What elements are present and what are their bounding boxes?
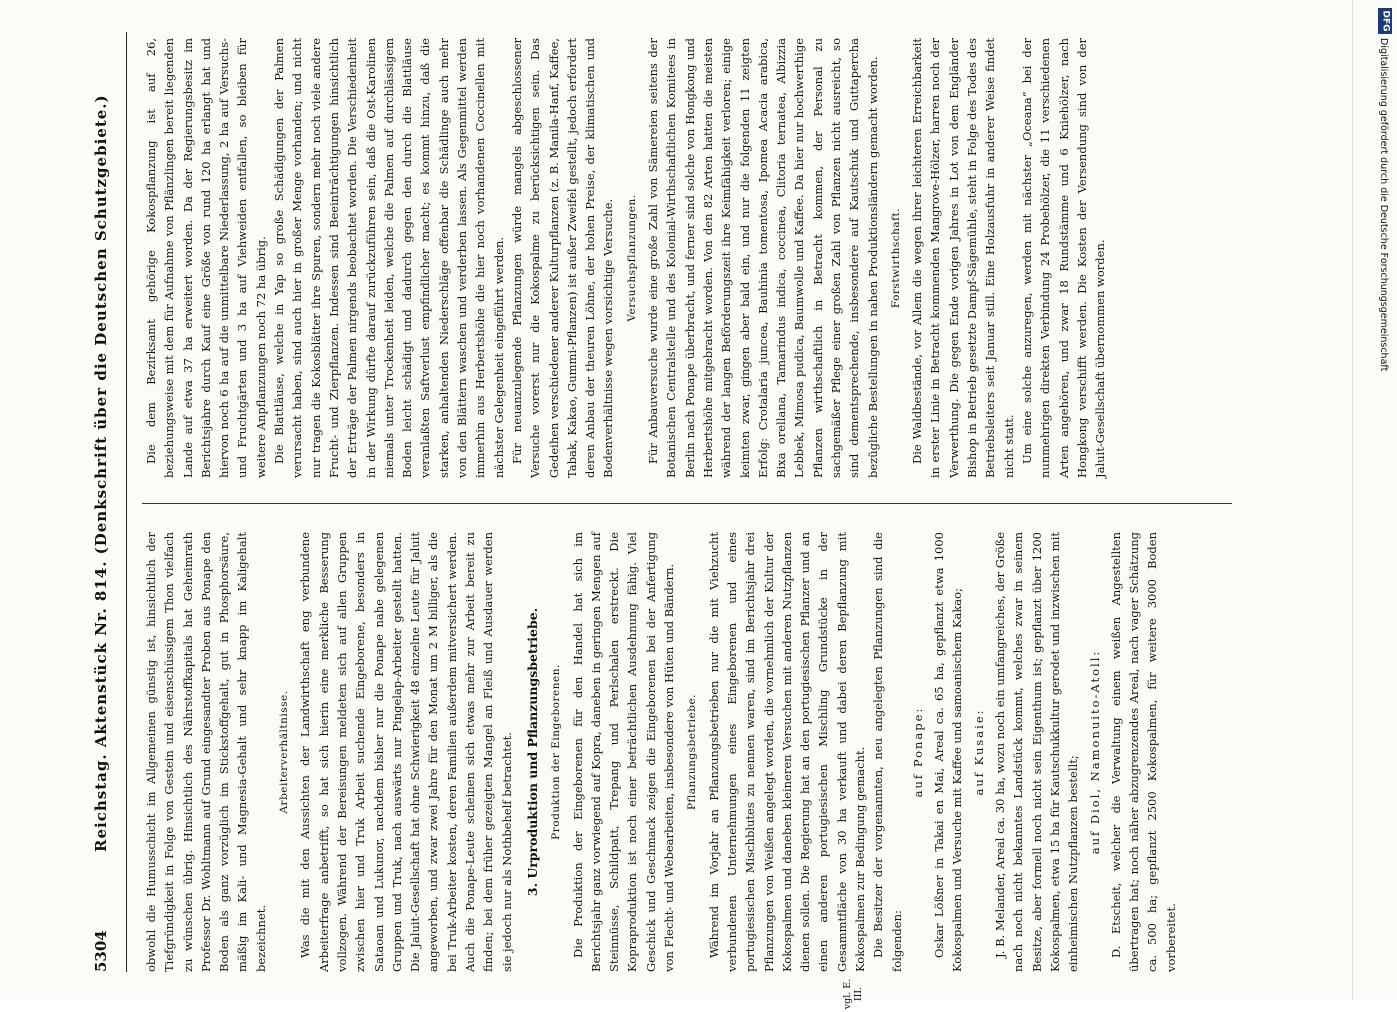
subheading: Pflanzungsbetriebe.: [686, 693, 699, 811]
paragraph: D. Etscheit, welcher die Verwaltung einem weißen Angestellten übertragen hat; noch näher abzugrenzendes Areal, nach vager Schätzung ca. 500 ha; gepflanzt 2500 Kokospalmen, für weitere 3000 Boden vorbereitet.: [1108, 532, 1178, 972]
running-title: Reichstag. Aktenstück Nr. 814. (Denkschrift über die Deutschen Schutzgebiete.): [92, 94, 110, 852]
paragraph: Die dem Bezirksamt gehörige Kokospflanzung ist auf 26, beziehungsweise mit dem für Aufnahme von Pflänzlingen bereit liegenden Lande auf etwa 37 ha erweitert worden. Da der Regierungsbesitz im Berichtsjahre durch Kauf eine Größe von rund 120 ha erlangt hat und hiervon noch 6 ha auf die unmittelbare Niederlassung, 2 ha auf Versuchs- und Fruchtgärten und 3 ha auf Viehweiden entfallen, so bleiben für weitere Anpflanzungen noch 72 ha übrig.: [144, 38, 268, 478]
dfg-logo: [1378, 8, 1392, 34]
left-column: [142, 532, 1180, 1010]
subheading: Versuchspflanzungen.: [625, 194, 638, 322]
paragraph: obwohl die Humusschicht im Allgemeinen günstig ist, hinsichtlich der Tiefgründigkeit in Folge von Gestein und eisenschüssigem Thon vielfach zu wünschen übrig. Hinsichtlich des Nährstoffkapitals hat Geheimrath Professor Dr. Wohltmann auf Grund eingesandter Proben aus Ponape den Boden als ganz vorzüglich im Stickstoffgehalt, gut in Phosphorsäure, mäßig im Kali- und Magnesia-Gehalt und sehr knapp im Kaligehalt bezeichnet.: [144, 532, 268, 972]
rotated-print-sheet: [70, 0, 1370, 1010]
right-column: [142, 38, 1109, 478]
section-heading: 3. Urproduktion und Pflanzungsbetriebe.: [524, 607, 540, 897]
paragraph: Während im Vorjahr an Pflanzungsbetrieben nur die mit Viehzucht verbundenen Unternehmungen eines Eingeborenen und eines portugiesischen Mischblutes zu nennen waren, sind im Berichtsjahr drei Pflanzungen von Weißen angelegt worden, die vornehmlich der Kultur der Kokospalmen und daneben kleineren Versuchen mit anderen Nutzpflanzen dienen sollen. Die Regierung hat an den portugiesischen Pflanzer und an einen anderen portugiesischen Mischling Grundstücke in der Gesammtfläche von 30 ha verkauft und dabei deren Bepflanzung mit Kokospalmen zur Bedingung gemacht.: [706, 532, 867, 972]
paragraph: J. B. Melander, Areal ca. 30 ha, wozu noch ein umfangreiches, der Größe nach noch nicht bekanntes Landstück kommt, welches zwar in seinem Besitze, aber formell noch nicht sein Eigenthum ist; gepflanzt über 1200 Kokospalmen, etwa 15 ha für Kautschukkultur gerodet und inzwischen mit einheimischen Nutzpflanzen bestellt;: [993, 532, 1081, 972]
header-rule: [126, 32, 127, 972]
paragraph: Für Anbauversuche wurde eine große Zahl von Sämereien seitens der Botanischen Centralstelle und des Kolonial-Wirthschaftlichen Komitees in Berlin nach Ponape überbracht, und ferner sind solche von Hongkong und Herbertshöhe mitgebracht worden. Von den 82 Arten hatten die meisten während der langen Beförderungszeit ihre Keimfähigkeit verloren; einige keimten zwar, gingen aber bald ein, und nur die folgenden 11 zeigten Erfolg: Crotalaria juncea, Bauhinia tomentosa, Ipomea Acacia arabica, Bixa orellana, Tamarindus indica, coccinea, Clitoria ternatea, Albizzia Lebbek, Mimosa pudica, Baumwolle und Kaffee. Da hier nur hochwerthige Pflanzen wirthschaftlich in Betracht kommen, der Personal zu sachgemäßer Pflege einer großen Zahl von Pflanzen nicht ausreicht, so sind dementsprechende, insbesondere auf Kautschuk und Guttapercha bezügliche Bestellungen in nahen Produktionsländern gemacht worden.: [646, 38, 880, 478]
paragraph: Die Waldbestände, vor Allem die wegen ihrer leichteren Erreichbarkeit in erster Linie in Betracht kommenden Mangrove-Hölzer, harren noch der Verwerthung. Die gegen Ende vorigen Jahres in Lot von dem Engländer Bishop in Betrieb gesetzte Dampf-Sägemühle, steht in Folge des Todes des Betriebsleiters seit Januar still. Eine Holzausfuhr in anderer Weise findet nicht statt.: [910, 38, 1016, 478]
paragraph: Oskar Lößner in Takai en Mai, Areal ca. 65 ha, gepflanzt etwa 1000 Kokospalmen und Versuche mit Kaffee und samoanischem Kakao;: [932, 532, 965, 972]
margin-note: vgl. E. III.: [842, 978, 864, 1010]
scan-edge: [1352, 0, 1353, 1000]
paragraph: Für neuanzulegende Pflanzungen würde mangels abgeschlossener Versuche vorerst nur die Kokospalme zu berücksichtigen sein. Das Gedeihen verschiedener anderer Kulturpflanzen (z. B. Manila-Hanf, Kaffee, Tabak, Kakao, Gummi-Pflanzen) ist außer Zweifel gestellt, jedoch erfordert deren Anbau der theuren Löhne, der hohen Preise, der klimatischen und Bodenverhältnisse wegen vorsichtige Versuche.: [509, 38, 616, 478]
location-heading: auf Kusaie:: [971, 708, 986, 796]
digitization-credit: [1375, 38, 1389, 988]
subheading: Produktion der Eingeborenen.: [550, 664, 563, 840]
paragraph: Was die mit den Aussichten der Landwirthschaft eng verbundene Arbeiterfrage anbetrifft, so hat sich hierin eine merkliche Besserung vollzogen. Während der Bereisungen meldeten sich auf allen Gruppen zwischen hier und Truk Arbeit suchende Eingeborene, besonders in Sataoan und Lukunor, nachdem bisher nur die Ponape nahe gelegenen Gruppen und Truk, nach auswärts nur Pingelap-Arbeiter gestellt hatten. Die Jaluit-Gesellschaft hat ohne Schwierigkeit 48 einzelne Leute für Jaluit angeworben, und zwar zwei Jahre für den Monat um 2 M billiger, als die bei Truk-Arbeiter kosten, deren Familien außerdem mitversichert werden. Auch die Ponape-Leute scheinen sich etwas mehr zur Arbeit bereit zu finden; bei dem früher gezeigten Mangel an Fleiß und Ausdauer werden sie jedoch nur als Nothbehelf betrachtet.: [298, 532, 514, 972]
paragraph: Die Blattläuse, welche in Yap so große Schädigungen der Palmen verursacht haben, sind auch hier in großer Menge vorhanden; und nicht nur tragen die Kokosblätter ihre Spuren, sondern mehr noch viele andere Frucht- und Zierpflanzen. Indessen sind Beeinträchtigungen hinsichtlich der Erträge der Palmen nirgends beobachtet worden. Die Verschiedenheit in der Wirkung dürfte darauf zurückzuführen sein, daß die Ost-Karolinen niemals unter Trockenheit leiden, welche die Palmen auf durchlässigem Boden leicht schädigt und dadurch gegen den durch die Blattläuse veranlaßten Saftverlust empfindlicher macht; es kommt hinzu, daß die starken, anhaltenden Niederschläge offenbar die Schädlinge auch mehr von den Blättern waschen und verderben lassen. Als Gegenmittel werden immerhin aus Herbertshöhe die hier noch vorhandenen Coccinellen mit nächster Gelegenheit eingeführt werden.: [272, 38, 506, 478]
credit-text: Digitalisierung gefördert durch die Deutsche Forschungsgemeinschaft: [1378, 38, 1389, 372]
page-header: [92, 42, 122, 972]
page-number: 5304: [92, 930, 110, 972]
paragraph: Die Besitzer der vorgenannten, neu angelegten Pflanzungen sind die folgenden:: [871, 532, 904, 972]
location-heading: auf Ponape:: [910, 706, 925, 798]
paragraph: Die Produktion der Eingeborenen für den Handel hat sich im Berichtsjahr ganz vorwiegend auf Kopra, daneben in geringen Mengen auf Steinnüsse, Schildpatt, Trepang und Perlschalen erstreckt. Die Kopraproduktion ist noch einer beträchtlichen Ausdehnung fähig. Viel Geschick und Geschmack zeigen die Eingeborenen bei der Anfertigung von Flecht- und Webearbeiten, insbesondere von Hüten und Bändern.: [570, 532, 677, 972]
paragraph: Um eine solche anzuregen, werden mit nächster „Oceana“ bei der nunmehrigen direkten Verbindung 24 Probehölzer, die 11 verschiedenen Arten angehören, und zwar 18 Rundstämme und 6 Kniehölzer, nach Hongkong verschifft werden. Die Kosten der Versendung sind von der Jaluit-Gesellschaft übernommen worden.: [1019, 38, 1108, 478]
dfg-logo-text: DFG: [1380, 10, 1391, 32]
subheading: Arbeiterverhältnisse.: [278, 690, 291, 814]
location-heading: auf Diol, Namonuito-Atoll:: [1087, 649, 1102, 855]
subheading: Forstwirthschaft.: [889, 207, 902, 309]
column-divider: [142, 503, 1232, 504]
